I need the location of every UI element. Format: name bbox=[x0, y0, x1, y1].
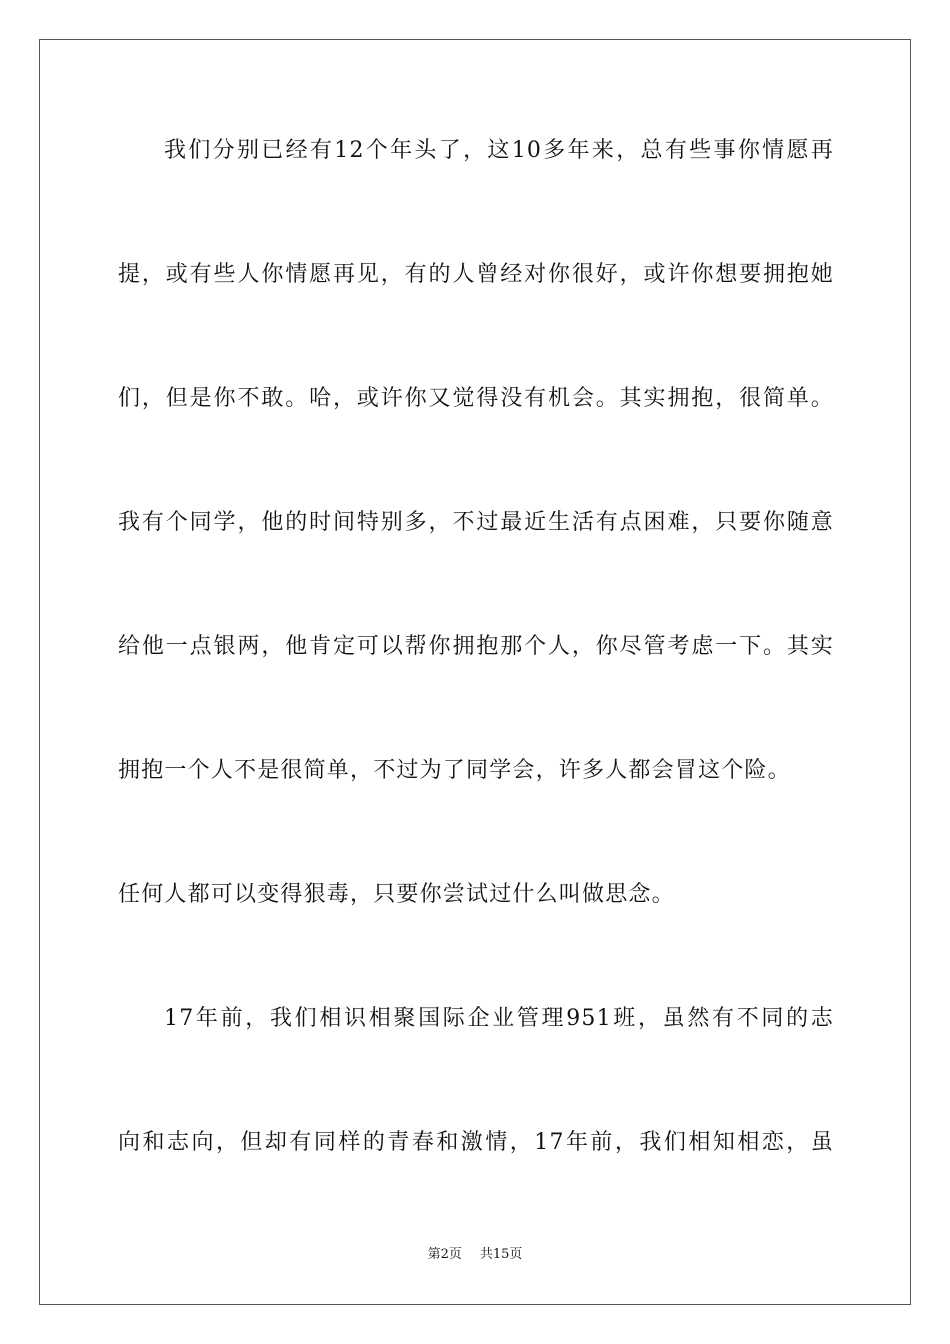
paragraph-2-line-2: 向和志向，但却有同样的青春和激情，17年前，我们相知相恋，虽 bbox=[118, 1130, 834, 1155]
paragraph-1-line-7: 任何人都可以变得狠毒，只要你尝试过什么叫做思念。 bbox=[118, 882, 675, 907]
paragraph-2-line-1: 17年前，我们相识相聚国际企业管理951班，虽然有不同的志 bbox=[164, 1006, 834, 1031]
page-footer bbox=[0, 1246, 950, 1264]
paragraph-1-line-6: 拥抱一个人不是很简单，不过为了同学会，许多人都会冒这个险。 bbox=[118, 758, 791, 783]
paragraph-1-line-5: 给他一点银两，他肯定可以帮你拥抱那个人，你尽管考虑一下。其实 bbox=[118, 634, 834, 659]
paragraph-1-line-3: 们，但是你不敢。哈，或许你又觉得没有机会。其实拥抱，很简单。 bbox=[118, 386, 834, 411]
page-border bbox=[39, 39, 911, 1305]
page-number: 第2页 bbox=[427, 1247, 462, 1262]
paragraph-1-line-1: 我们分别已经有12个年头了，这10多年来，总有些事你情愿再 bbox=[164, 138, 834, 163]
total-pages: 共15页 bbox=[479, 1247, 523, 1262]
paragraph-1-line-2: 提，或有些人你情愿再见，有的人曾经对你很好，或许你想要拥抱她 bbox=[118, 262, 834, 287]
paragraph-1-line-4: 我有个同学，他的时间特别多，不过最近生活有点困难，只要你随意 bbox=[118, 510, 834, 535]
